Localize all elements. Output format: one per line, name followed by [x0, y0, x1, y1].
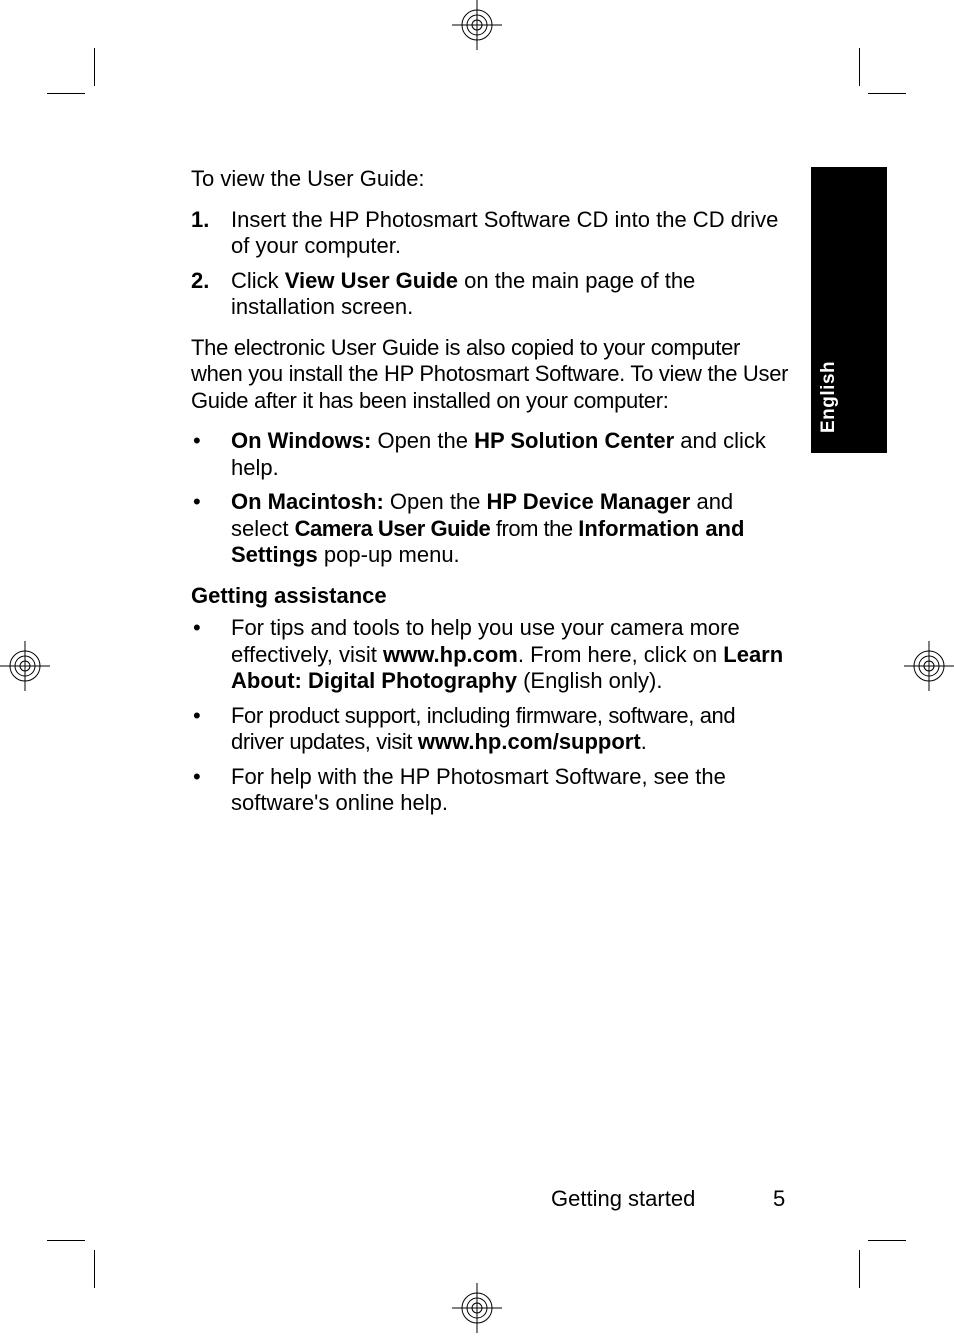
support-link: www.hp.com/support — [417, 729, 641, 754]
registration-mark-icon — [0, 641, 50, 691]
crop-mark — [868, 93, 906, 94]
step-item — [191, 207, 791, 260]
crop-mark — [859, 48, 860, 86]
list-item — [191, 428, 791, 481]
bullet: • — [193, 489, 201, 514]
list-text: Open the — [383, 489, 487, 514]
crop-mark — [47, 1240, 85, 1241]
language-tab-label: English — [818, 360, 839, 433]
list-text: . From here, click on — [517, 641, 724, 667]
footer-section-title: Getting started — [551, 1186, 696, 1211]
bullet: • — [193, 615, 201, 640]
list-item — [191, 615, 791, 695]
bullet: • — [193, 763, 201, 789]
page-number: 5 — [773, 1186, 786, 1211]
windows-label: On Windows: — [231, 428, 372, 453]
registration-mark-icon — [452, 1283, 502, 1333]
bullet: • — [193, 428, 201, 453]
list-text: pop-up menu. — [317, 542, 460, 567]
step-text: on the main page of the installation screen. — [231, 267, 696, 319]
list-text: (English only). — [516, 668, 663, 693]
step-number: 1. — [191, 206, 210, 232]
list-text: For help with the HP Photosmart Software, see the software's online help. — [231, 763, 726, 815]
learn-about-label: Learn About: Digital Photography — [231, 641, 784, 693]
list-item — [191, 764, 791, 817]
hp-link: www.hp.com — [383, 641, 518, 667]
information-settings-label: Information and Settings — [231, 515, 745, 567]
view-user-guide-label: View User Guide — [284, 267, 458, 293]
crop-mark — [94, 48, 95, 86]
list-text: and select — [231, 489, 734, 541]
crop-mark — [868, 1240, 906, 1241]
device-manager-label: HP Device Manager — [486, 489, 691, 514]
body-paragraph: The electronic User Guide is also copied to your computer when you install the HP Photosmart Software. To view the User Guide after it has been installed on your computer: — [191, 334, 789, 413]
list-text: and click help. — [231, 428, 766, 480]
crop-mark — [859, 1250, 860, 1288]
list-item — [191, 703, 791, 756]
registration-mark-icon — [904, 641, 954, 691]
step-text: Insert the HP Photosmart Software CD into the CD drive of your computer. — [231, 206, 779, 258]
step-number: 2. — [191, 267, 210, 293]
list-text: from the — [490, 515, 579, 541]
registration-mark-icon — [452, 0, 502, 50]
step-item — [191, 268, 791, 321]
solution-center-label: HP Solution Center — [474, 428, 675, 453]
list-text: . — [640, 729, 647, 754]
list-text: For tips and tools to help you use your camera more effectively, visit — [231, 615, 740, 667]
intro-text: To view the User Guide: — [191, 166, 425, 191]
list-item — [191, 489, 791, 569]
list-text: Open the — [371, 428, 475, 453]
bullet: • — [193, 702, 201, 728]
crop-mark — [94, 1250, 95, 1288]
page-content — [191, 166, 791, 825]
crop-mark — [47, 93, 85, 94]
macintosh-label: On Macintosh: — [231, 489, 384, 514]
camera-user-guide-label: Camera User Guide — [294, 515, 491, 541]
section-heading: Getting assistance — [191, 582, 387, 608]
list-text: For product support, including firmware, software, and driver updates, visit — [231, 702, 736, 754]
step-text: Click — [231, 267, 285, 293]
